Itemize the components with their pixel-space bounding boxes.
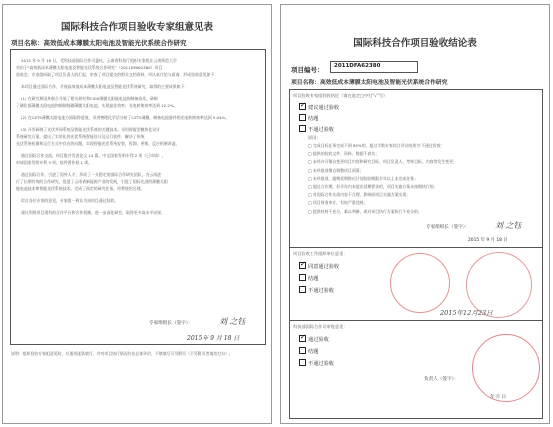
option-fail[interactable]: 不通过验收 xyxy=(299,359,334,367)
opinion-line: 能电池技术和智能光伏系统技术，完成了预定的研究任务，经费使用合理。 xyxy=(16,186,145,191)
project-no-label: 项目编号： xyxy=(291,66,324,74)
reason-item: □ 未经批准，超期延期推迟计划验收期限半年以上未完成任务； xyxy=(308,175,418,181)
reason-item: □ 提供的验收文件、资料、数据不真实； xyxy=(308,151,380,157)
section2-header: 项目验收工作组织单位意见： xyxy=(293,251,348,256)
checkbox[interactable] xyxy=(299,347,306,354)
option-fail[interactable]: 不通过验收 xyxy=(299,125,334,133)
checkbox[interactable] xyxy=(299,286,306,293)
divider xyxy=(290,320,542,321)
opinion-box xyxy=(10,49,266,345)
option-agree-pass[interactable]: ✓ 同意通过验收 xyxy=(300,260,340,270)
checkbox[interactable] xyxy=(299,114,306,121)
handwritten-date: 2015年 9 月 18 日 xyxy=(187,335,240,342)
option-pass[interactable]: ✓ 通过验收 xyxy=(300,333,329,343)
reason-item: □ 完成目标任务完成不到 85%的，超过半数专家综合评议结果为'不通过验收' xyxy=(308,143,442,148)
handwritten-date: 2015年12月23日 xyxy=(440,309,493,317)
checkbox[interactable] xyxy=(299,359,306,366)
option-recommend-pass[interactable]: ✓ 建议通过验收 xyxy=(300,101,340,111)
option-close[interactable]: 结题 xyxy=(299,347,318,355)
checkbox[interactable]: ✓ xyxy=(300,101,306,109)
section1-header: 项目验收专家组验收结论（请在选定□中打"√"号） xyxy=(293,93,388,98)
handwritten-signature: 刘 之钰 xyxy=(495,221,522,230)
opinion-line: 光伏系统检测和运行方式中存在的问题，实现智能光伏系统安装、拆卸、更换、反应机制改造。 xyxy=(16,141,180,146)
opinion-line: (2) 在CZTS薄膜太阳电池方面取得进展，采用物理化学法分析了CZTS薄膜，制备电池器件的光电转换效率达到 5.04%。 xyxy=(21,115,230,120)
page-title: 国际科技合作项目验收专家组意见表 xyxy=(60,22,213,33)
reason-item: □ 超过合作期，但半年内未提出延期要求的，项目实施方案未按期执行的； xyxy=(308,184,438,189)
date-3: 年 月 日 xyxy=(490,395,506,400)
checkbox[interactable]: ✓ xyxy=(300,333,306,341)
signature-label: 专家组组长（签字）： xyxy=(149,321,193,326)
opinion-line: 申请国家发明专利 3 项，软件著作权 1 项。 xyxy=(16,160,93,165)
opinion-line: 对由于"高效低成本薄膜太阳电池及智能光伏系统合作研究"（2011DFA62380）项目 xyxy=(16,65,163,70)
opinion-line: 2015 年 9 月 18 日，受科技部国际合作司委托，云南省科技厅组织专家组在云南师范大学 xyxy=(21,58,177,63)
reason-item: □ 对国际合作实质内容不合理，影响原项目实施方案实现； xyxy=(308,192,411,198)
opinion-line: 了碲化镉薄膜太阳电池和铜铟镓硒薄膜太阳电池，实现最佳效率，光电转换效率达到 12.2%。 xyxy=(16,103,178,108)
opinion-line: 本项目通过国际合作，开展高效低成本薄膜太阳电池及智能光伏系统研究，取得的主要成果如下： xyxy=(21,84,189,89)
option-close[interactable]: 结题 xyxy=(299,274,318,282)
opinion-line: (1) 在研究和国外联合开展了相关研究和CIGS薄膜太阳能电池的制备技术，研制 xyxy=(21,96,158,101)
footnote: 说明：组织验收专家组意见时，应逐项逐条填写，并对项目执行情况作出总体评价，不够填写可另附页（不另附页者请勿打勾）。 xyxy=(11,351,233,356)
official-seal xyxy=(472,334,540,402)
leader-signature-label: 专家组组长（签字）： xyxy=(426,225,470,230)
acceptance-conclusion-page xyxy=(280,4,550,424)
project-no-field: 2011DFA62380 xyxy=(330,61,418,73)
divider xyxy=(290,247,542,248)
project-name-label: 项目名称：高效低成本薄膜太阳电池及智能光伏系统合作研究 xyxy=(11,39,187,47)
opinion-line: 综合各位专家的意见，专家组一致认为该项目通过验收。 xyxy=(21,198,119,203)
conclusion-table xyxy=(289,89,543,419)
checkbox[interactable]: ✓ xyxy=(300,260,306,268)
option-fail[interactable]: 不通过验收 xyxy=(299,286,334,294)
option-close[interactable]: 结题 xyxy=(299,114,318,122)
opinion-line: 行了长期有效的合作研究，促进了云南省新能源产业的发展，引进了国际先进的薄膜太阳 xyxy=(16,179,168,184)
opinion-line: (3) 开发研制了光伏并网系统及智能光伏系统的关键技术。采用智能型模块化设计 xyxy=(21,127,161,132)
reason-label: 原因： xyxy=(308,135,321,140)
page-title: 国际科技合作项目验收结论表 xyxy=(353,38,477,49)
reason-item: □ 未经批准擅自调整项目预算； xyxy=(308,167,364,173)
opinion-line: 系统研究方案，提出了实用化的光伏系统智能设计及运行软件，解决了传统 xyxy=(16,134,145,139)
date-1: 2015 年 9 月 18 日 xyxy=(468,238,508,243)
opinion-line: 通过国际合作，引进了国外人才，形成了一支稳定的国际合作研究团队，为云南进 xyxy=(21,172,162,177)
handwritten-signature: 刘 之钰 xyxy=(219,317,246,326)
project-name-label: 项目名称：高效低成本薄膜太阳电池及智能光伏系统合作研究 xyxy=(291,80,448,86)
opinion-line: 建议利用项目现有的合作平台和合作机制，进一步深化研究，取得更多高水平成果。 xyxy=(21,210,165,215)
opinion-line: 通过国际合作交流，项目组共发表论文 14 篇，中文国家发明专利 2 项（已申请）， xyxy=(21,153,166,158)
reason-item: □ 项目财务审计，有较严重违规； xyxy=(308,200,368,206)
checkbox[interactable] xyxy=(299,274,306,281)
expert-opinion-page xyxy=(2,4,272,424)
responsible-signature-label: 负责人（签字）： xyxy=(424,377,459,382)
reason-item: □ 未经许可擅自变更项目内容和研究目标、项目负责人、考核目标、内容等发生变更； xyxy=(308,159,457,165)
checkbox[interactable] xyxy=(299,125,306,132)
official-seal xyxy=(390,253,450,313)
section3-header: 科技部国际合作司审批意见： xyxy=(293,324,348,329)
reason-item: □ 提供材料不充分，难以判断，或对项目执行方案执行不充分的； xyxy=(308,208,422,214)
opinion-line: 验收会。专家组听取了项目负责人的汇报，审查了项目提交的相关文档资料，经认真讨论与质询，形成验收意见如下： xyxy=(16,72,219,77)
